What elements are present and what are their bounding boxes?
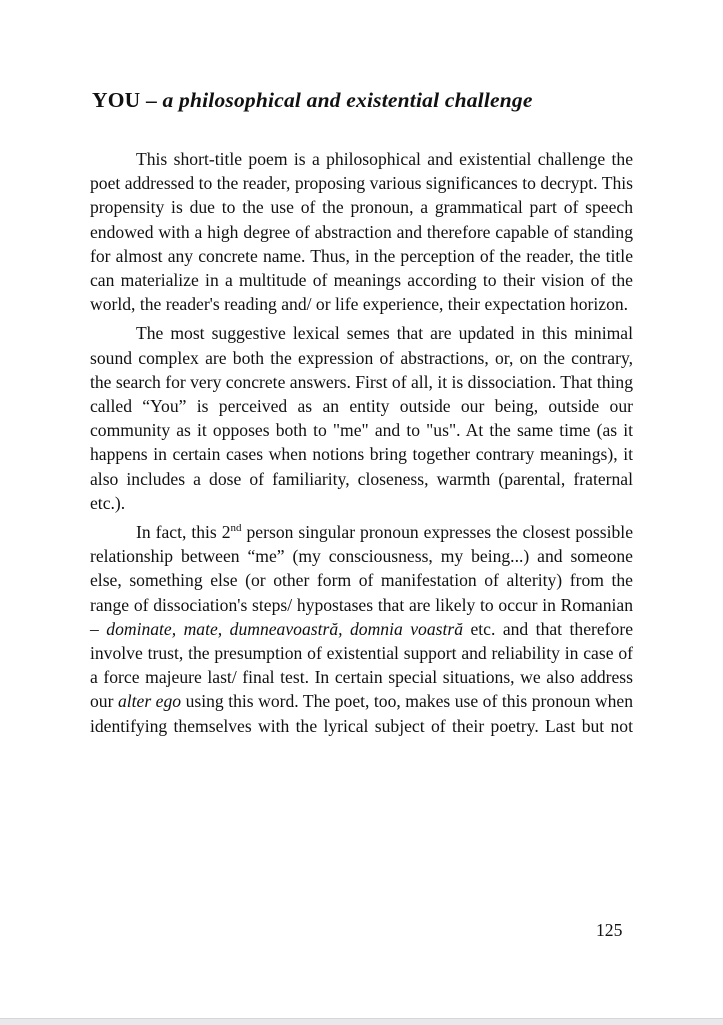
paragraph-1: This short-title poem is a philosophical and existential challenge the poet addressed to the reader, proposing various significances to decrypt. This propensity is due to the use of the pronoun, a grammatical part of speech endowed with a high degree of abstraction and therefore capable of standing for almost any concrete name. Thus, in the perception of the reader, the title can materialize in a multitude of meanings according to their vision of the world, the reader's reading and/ or life experience, their expectation horizon. — [90, 149, 633, 315]
paragraph-3-part-3: etc. and that therefore involve trust, the presumption of existential support and reliability in case of a force majeure last/ final test. In certain special situations, we also address our — [90, 618, 634, 712]
paragraph-3-part-1: In fact, this 2 — [136, 522, 231, 543]
title-regular: YOU – — [92, 88, 163, 112]
page-title — [92, 88, 652, 113]
body-text — [90, 147, 633, 743]
alter-ego-term: alter ego — [117, 691, 182, 712]
paragraph-2: The most suggestive lexical semes that are updated in this minimal sound complex are both the expression of abstractions, or, on the contrary, the search for very concrete answers. First of all, it is dissociation. That thing called “You” is perceived as an entity outside our being, outside our community as it opposes both to "me" and to "us". At the same time (as it happens in certain cases when notions bring together contrary meanings), it also includes a dose of familiarity, closeness, warmth (parental, fraternal etc.). — [90, 323, 633, 513]
paragraph-3 — [90, 520, 633, 738]
ordinal-superscript: nd — [230, 522, 242, 535]
page-number: 125 — [596, 920, 623, 940]
title-italic: a philosophical and existential challenge — [162, 88, 533, 112]
romanian-forms: dominate, mate, dumneavoastră, domnia voastră — [106, 618, 464, 639]
paragraph-3-part-4: using this word. The poet, too, makes use of this pronoun when identifying themselves with the lyrical subject of their poetry. Last but not — [90, 691, 633, 736]
paragraph-3-part-2: person singular pronoun expresses the closest possible relationship between “me” (my consciousness, my being...) and someone else, something else (or other form of manifestation of alterity) from the range of dissociation's steps/ hypostases that are likely to occur in Romanian – — [90, 522, 634, 639]
